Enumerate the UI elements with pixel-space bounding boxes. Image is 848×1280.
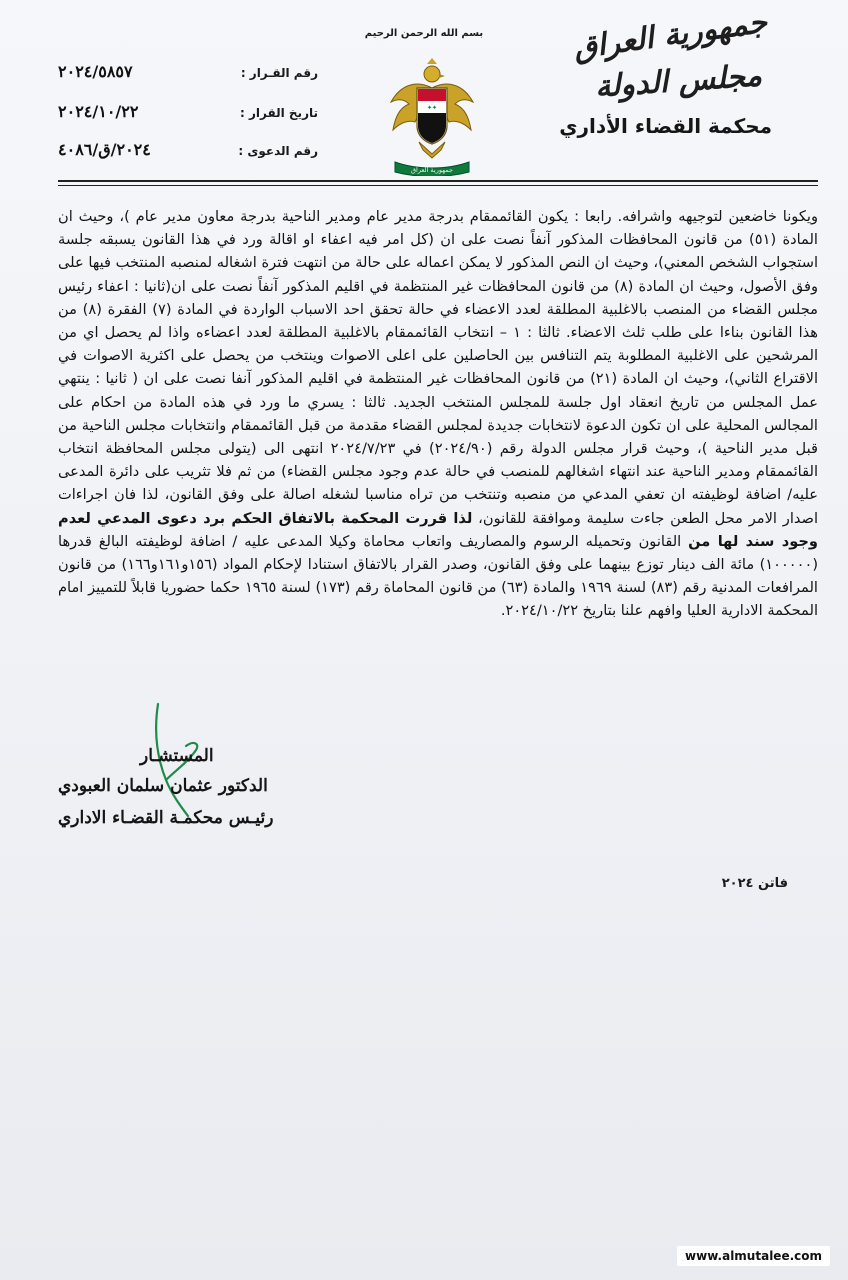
header-rule xyxy=(58,180,818,182)
typist-note: فاتن ٢٠٢٤ xyxy=(721,876,788,891)
decision-statement: لذا قررت المحكمة بالاتفاق الحكم برد دعوى المدعي لعدم وجود سند لها من xyxy=(58,509,818,550)
website-watermark: www.almutalee.com xyxy=(677,1246,830,1266)
case-number-row xyxy=(58,140,318,166)
case-number-value: ٢٠٢٤/ق/٤٠٨٦ xyxy=(58,140,151,159)
body-paragraph-2: القانون وتحميله الرسوم والمصاريف واتعاب محاماة وكيلا المدعى عليه / اضافة لوظيفته البالغ قدرها (١٠٠٠٠٠) مائة الف دينار توزع بينهما على وفق القانون، وصدر القرار بالاتفاق استنادا لإحكام المواد (١٥٦و١٦١و١٦٦) من قانون المرافعات المدنية رقم (٨٣) لسنة ١٩٦٩ والمادة (٦٣) من قانون المحاماة رقم (١٧٣) لسنة ١٩٦٥ حكما حضوريا قابلاً للتمييز امام المحكمة الادارية العليا وافهم علنا بتاريخ ٢٠٢٤/١٠/٢٢. xyxy=(58,532,819,620)
court-name: محكمة القضاء الأداري xyxy=(559,114,772,138)
svg-text:جمهورية العراق: جمهورية العراق xyxy=(411,166,453,174)
header-rule-thin xyxy=(58,185,818,186)
body-paragraph-1: ويكونا خاضعين لتوجيهه واشرافه. رابعا : يكون القائممقام بدرجة مدير عام ومدير الناحية بدرجة معاون مدير عام )، وحيث ان المادة (٥١) من قانون المحافظات المذكور آنفاً نصت على ان (كل امر فيه اعفاء او اقالة ورد في هذا القانون يسبقه جلسة استجواب الشخص المعني)، وحيث ان النص المذكور لا يمكن اعماله على حالة من انتهت فترة اشغاله لمنصبه المنتخب فيها على وفق الأصول، وحيث ان المادة (٨) من قانون المحافظات غير المنتظمة في اقليم المذكور آنفاً نصت على ان(ثانيا : اعفاء رئيس مجلس القضاء من المنصب بالاغلبية المطلقة لعدد الاعضاء في حالة تحقق احد الاسباب الواردة في المادة (٧) الفقرة (٨) من هذا القانون بناءا على طلب ثلث الاعضاء. ثالثا : ١ – انتخاب القائممقام بالاغلبية المطلقة لعدد اعضاءه واذا لم يحصل اي من المرشحين على الاغلبية المطلوبة يتم التنافس بين الحاصلين على اعلى الاصوات وينتخب من يحصل على اكثرية الاصوات في الاقتراع الثاني)، وحيث ان المادة (٢١) من قانون المحافظات غير المنتظمة في اقليم المذكور آنفا نصت على ان ( ثانيا : ينتهي عمل المجلس من تاريخ انعقاد اول جلسة للمجلس المنتخب الجديد. ثالثا : يسري ما ورد في هذه المادة من احكام على المجالس المحلية على ان تكون الدعوة لانتخابات جديدة لمجلس القضاء مقدمة من قبل القائممقام وانتخابات مجلس الناحية من قبل مدير الناحية )، وحيث قرار مجلس الدولة رقم (٢٠٢٤/٩٠) في ٢٠٢٤/٧/٢٣ انتهى الى (يتولى مجلس المحافظة انتخاب القائممقام ومدير الناحية عند انتهاء اشغالهم للمنصب في حالة عدم وجود مجلس القضاء) من ثم فلا تثريب على دائرة المدعى عليه/ اضافة لوظيفته ان تعفي المدعي من منصبه وتنتخب من تراه مناسبا لشغله اصالة على وفق القانون، لذا فان اجراءات اصدار الامر محل الطعن جاءت سليمة وموافقة للقانون، xyxy=(58,208,818,527)
decision-body xyxy=(58,205,818,623)
iraq-emblem-icon xyxy=(387,58,477,176)
decision-number-value: ٢٠٢٤/٥٨٥٧ xyxy=(58,62,133,81)
state-council-logo-text: مجلس الدولة xyxy=(593,58,764,105)
decision-date-label: تاريخ القرار : xyxy=(240,106,318,120)
decision-date-row xyxy=(58,102,318,128)
decision-number-label: رقم القـرار : xyxy=(240,66,318,80)
svg-text:✦✦: ✦✦ xyxy=(426,104,438,112)
republic-of-iraq-logo-text: جمهورية العراق xyxy=(571,4,770,67)
decision-date-value: ٢٠٢٤/١٠/٢٢ xyxy=(58,102,139,121)
signature-name: الدكتور عثمان سلمان العبودي xyxy=(58,776,268,796)
signature-position: رئيـس محكمـة القضـاء الاداري xyxy=(58,808,274,828)
basmala: بسم الله الرحمن الرحيم xyxy=(364,28,484,39)
case-number-label: رقم الدعوى : xyxy=(238,144,318,158)
signature-title: المستشـار xyxy=(140,746,214,766)
decision-number-row xyxy=(58,62,318,88)
